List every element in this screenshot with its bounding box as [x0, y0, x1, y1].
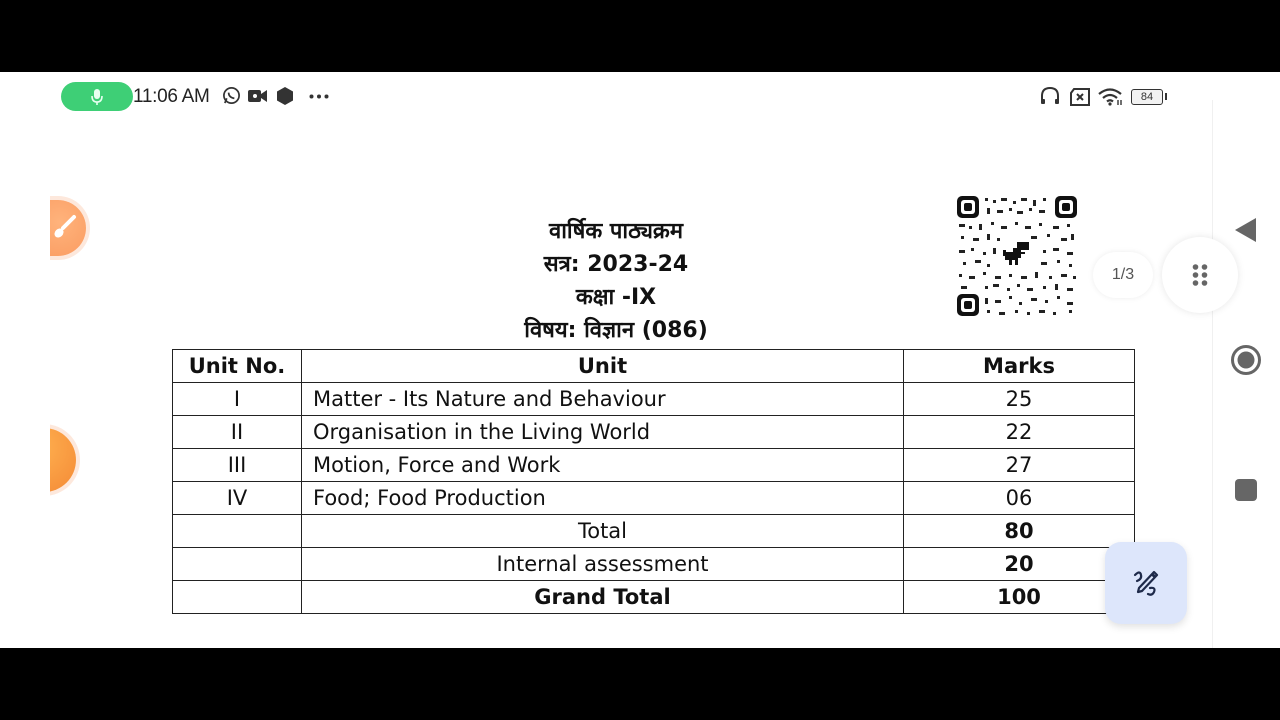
page-indicator — [1093, 252, 1153, 298]
unit-name-cell: Motion, Force and Work — [302, 449, 904, 482]
marks-cell: 22 — [904, 416, 1135, 449]
status-time: 11:06 AM — [133, 86, 210, 107]
empty-cell — [173, 515, 302, 548]
battery-level: 84 — [1140, 91, 1154, 103]
unit-name-cell: Food; Food Production — [302, 482, 904, 515]
unit-name-cell: Organisation in the Living World — [302, 416, 904, 449]
hexagon-app-icon — [276, 87, 294, 105]
unit-no-cell: II — [173, 416, 302, 449]
table-row — [173, 383, 1135, 416]
total-row — [173, 515, 1135, 548]
mic-icon — [90, 88, 104, 106]
empty-cell — [173, 548, 302, 581]
table-row — [173, 482, 1135, 515]
header-unit: Unit — [302, 350, 904, 383]
table-header-row — [173, 350, 1135, 383]
internal-assessment-marks: 20 — [904, 548, 1135, 581]
unit-no-cell: IV — [173, 482, 302, 515]
wifi-icon — [1098, 88, 1124, 106]
total-label: Total — [302, 515, 904, 548]
left-edge — [0, 72, 50, 648]
internal-assessment-row — [173, 548, 1135, 581]
header-unit-no: Unit No. — [173, 350, 302, 383]
header-marks: Marks — [904, 350, 1135, 383]
handwriting-button[interactable] — [1105, 542, 1187, 624]
doc-title-line-3: कक्षा -IX — [575, 285, 657, 310]
whatsapp-icon — [222, 86, 241, 105]
home-circle-icon[interactable] — [1230, 344, 1262, 376]
navigation-bar — [1212, 100, 1280, 648]
marks-cell: 25 — [904, 383, 1135, 416]
page-indicator-text: 1/3 — [1111, 266, 1135, 283]
screen — [0, 72, 1280, 648]
dino-icon — [1003, 242, 1029, 265]
unit-name-cell: Matter - Its Nature and Behaviour — [302, 383, 904, 416]
handwriting-pen-icon — [1132, 569, 1160, 597]
battery-tip — [1165, 93, 1167, 100]
doc-title-line-1: वार्षिक पाठ्यक्रम — [549, 219, 683, 244]
headphones-icon — [1040, 86, 1060, 106]
total-marks: 80 — [904, 515, 1135, 548]
no-sim-icon — [1069, 88, 1091, 106]
table-row — [173, 449, 1135, 482]
table-row — [173, 416, 1135, 449]
unit-no-cell: III — [173, 449, 302, 482]
grid-menu-icon — [1192, 263, 1208, 287]
grand-total-marks: 100 — [904, 581, 1135, 614]
brush-icon — [52, 214, 78, 240]
doc-title-line-4: विषय: विज्ञान (086) — [524, 318, 708, 343]
empty-cell — [173, 581, 302, 614]
doc-title-line-2: सत्र: 2023-24 — [543, 252, 689, 277]
marks-cell: 27 — [904, 449, 1135, 482]
battery-icon — [1131, 89, 1163, 105]
internal-assessment-label: Internal assessment — [302, 548, 904, 581]
back-triangle-icon[interactable] — [1235, 218, 1257, 242]
recents-square-icon[interactable] — [1235, 479, 1257, 501]
more-dots-icon[interactable] — [309, 94, 329, 99]
grand-total-row — [173, 581, 1135, 614]
video-camera-icon — [248, 89, 268, 103]
qr-code — [957, 196, 1077, 316]
marks-cell: 06 — [904, 482, 1135, 515]
status-bar — [0, 72, 1280, 122]
grand-total-label: Grand Total — [302, 581, 904, 614]
mic-indicator[interactable] — [61, 82, 133, 111]
syllabus-table — [172, 349, 1135, 614]
unit-no-cell: I — [173, 383, 302, 416]
grid-menu-button[interactable] — [1162, 237, 1238, 313]
